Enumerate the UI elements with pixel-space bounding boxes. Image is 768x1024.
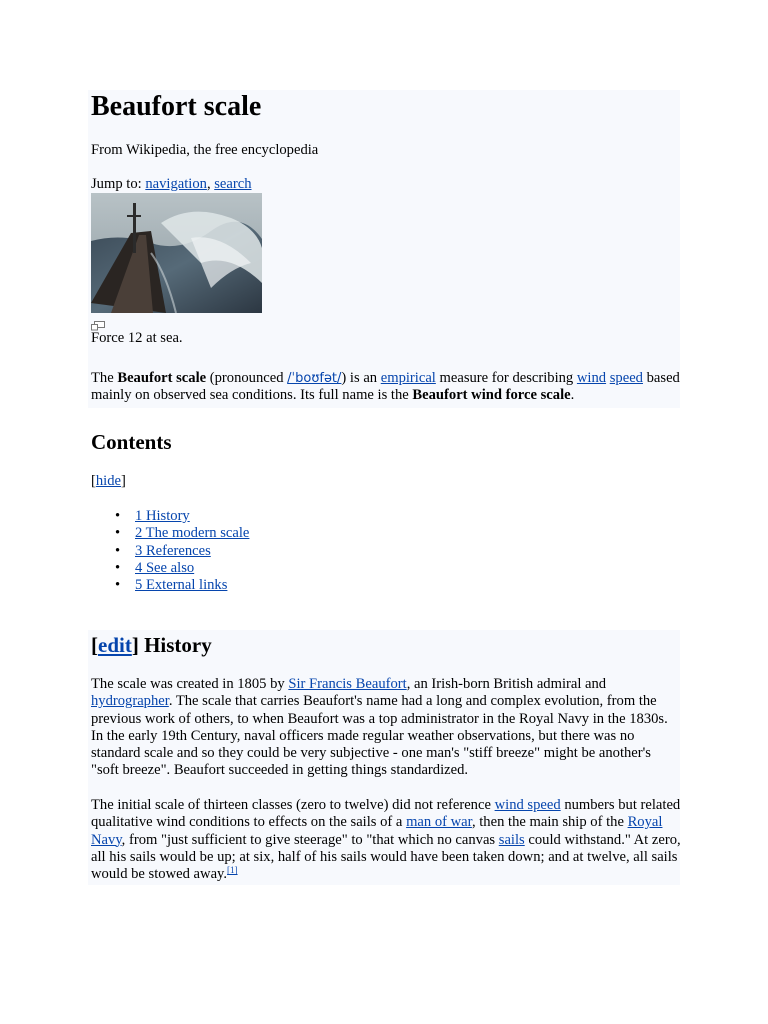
bracket: ] [121,473,126,489]
man-of-war-link[interactable]: man of war [406,814,472,831]
speed-link[interactable]: speed [609,370,643,386]
toc-link-modern-scale[interactable]: 2 The modern scale [135,525,250,542]
hydrographer-link[interactable]: hydrographer [91,693,169,710]
history-text: , from "just sufficient to give steerage" to "that which no canvas [121,831,499,848]
toc-link-history[interactable]: 1 History [135,508,190,524]
reference-1-link[interactable]: [1] [227,865,238,876]
history-text: numbers but related qualitative wind conditions to effects on the sails of a [91,797,681,831]
history-heading [91,631,212,659]
francis-beaufort-link[interactable]: Sir Francis Beaufort [288,676,407,692]
bracket: ] [131,633,139,657]
bracket: [ [91,633,98,657]
history-text: , then the main ship of the [471,814,628,831]
bullet: • [115,542,121,559]
toc-link-see-also[interactable]: 4 See also [135,559,195,576]
sails-link[interactable]: sails [498,831,525,848]
edit-history-link[interactable]: edit [98,633,132,657]
jump-search-link[interactable]: search [214,176,252,192]
royal-navy-link[interactable]: Royal Navy [91,814,663,848]
intro-paragraph [91,370,681,405]
history-text: . The scale that carries Beaufort's name had a long and complex evolution, from the previous work of others, to when Beaufort was a top administrator in the Royal Navy in the 1830s. In the early 19th Century, naval officers made regular weather observations, but there was no standard scale and so they could be very subjective - one man's "stiff breeze" might be another's "soft breeze". Beaufort succeeded in getting things standardized. [91,693,668,779]
history-text: could withstand." At zero, all his sails would be up; at six, half of his sails would have been taken down; and at twelve, all sails would be stowed away. [91,831,681,883]
bullet: • [115,508,121,524]
toc-item [91,543,249,560]
toc-toggle [91,473,681,490]
intro-text: based mainly on observed sea conditions. Its full name is the [91,370,680,404]
tagline: From Wikipedia, the free encyclopedia [91,142,319,158]
bullet: • [115,525,121,542]
toc-link-references[interactable]: 3 References [135,542,211,559]
intro-text: The [91,370,118,386]
storm-sea-picture [91,193,262,313]
hide-toc-link[interactable]: hide [95,473,122,489]
page-title: Beaufort scale [91,91,262,122]
intro-text: (pronounced [206,370,288,386]
bullet: • [115,559,121,576]
intro-bold-fullname: Beaufort wind force scale [412,387,571,404]
image-caption: Force 12 at sea. [91,330,183,346]
jump-to [91,176,681,193]
bullet: • [115,577,121,594]
intro-text: . [570,387,575,404]
enlarge-icon[interactable] [91,318,105,328]
wind-speed-link[interactable]: wind speed [494,797,561,813]
toc-item [91,525,249,542]
jump-separator: , [206,176,215,192]
toc-link-external-links[interactable]: 5 External links [135,577,228,594]
jump-prefix: Jump to: [91,176,146,192]
intro-bold-term: Beaufort scale [117,370,207,386]
storm-sea-image[interactable] [91,193,262,313]
bracket: [ [91,473,96,489]
history-paragraph-1 [91,676,681,780]
history-paragraph-2 [91,797,681,883]
intro-text: measure for describing [435,370,577,386]
history-text: The scale was created in 1805 by [91,676,289,692]
wind-link[interactable]: wind [576,370,607,386]
empirical-link[interactable]: empirical [380,370,436,386]
toc-item [91,508,249,525]
toc-item [91,560,249,577]
history-heading-text: History [138,633,212,657]
history-text: The initial scale of thirteen classes (zero to twelve) did not reference [91,797,495,813]
contents-heading: Contents [91,430,172,454]
pronunciation-link[interactable]: /ˈboʊfət/ [287,371,342,386]
table-of-contents [91,508,249,594]
toc-item [91,577,249,594]
jump-navigation-link[interactable]: navigation [145,176,207,192]
intro-text: ) is an [341,370,381,386]
history-text: , an Irish-born British admiral and [406,676,607,692]
